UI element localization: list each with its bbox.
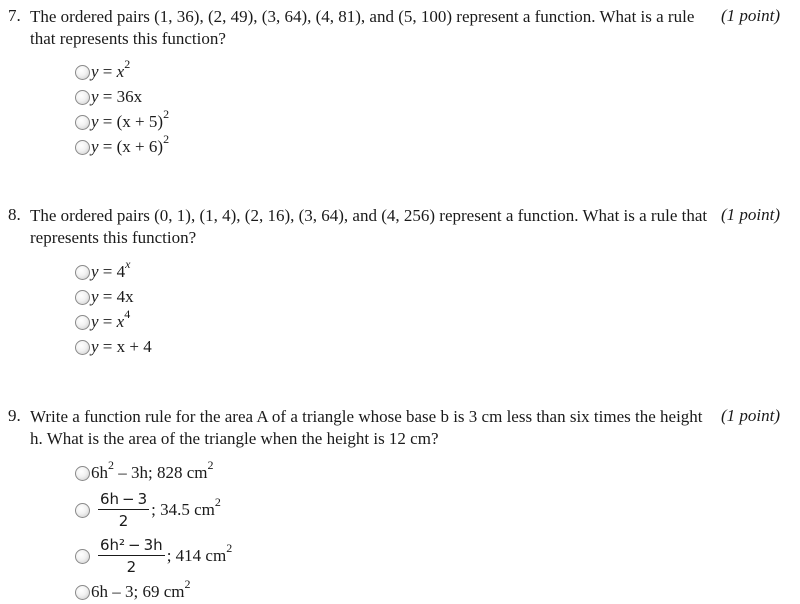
radio-button[interactable] [75, 265, 90, 280]
question-number: 8. [8, 205, 21, 224]
choice-8b[interactable]: y = 4x [75, 285, 134, 309]
radio-button[interactable] [75, 585, 90, 600]
radio-button[interactable] [75, 140, 90, 155]
radio-button[interactable] [75, 340, 90, 355]
choice-7b[interactable]: y = 36x [75, 85, 142, 109]
choice-9c[interactable]: $\frac{\text{6h² − 3h}}{2}$ ; 414 $cm^2$ [75, 530, 232, 582]
radio-button[interactable] [75, 549, 90, 564]
fraction: $\frac{\text{6h² − 3h}}{2}$ [100, 535, 163, 576]
question-number: 7. [8, 6, 21, 25]
choice-8a[interactable]: $y = 4^x$ [75, 260, 130, 284]
fraction: $\frac{6h - 3}{2}$ [100, 489, 148, 530]
choice-9a[interactable]: $6h^2 - 3h$; 828 $cm^2$ [75, 461, 214, 485]
radio-button[interactable] [75, 503, 90, 518]
question-number: 9. [8, 406, 21, 425]
choice-7d[interactable]: $y = (x + 6)^2$ [75, 135, 169, 159]
question-points: (1 point) [720, 205, 780, 224]
choice-8d[interactable]: y = x + 4 [75, 335, 152, 359]
radio-button[interactable] [75, 466, 90, 481]
question-stem: The ordered pairs (1, 36), (2, 49), (3, 64), (4, 81), and (5, 100) represent a function. What is a rule that represents this function? [30, 7, 695, 48]
question-points: (1 point) [720, 6, 780, 25]
choice-7a[interactable]: $y = x^2$ [75, 60, 130, 84]
radio-button[interactable] [75, 65, 90, 80]
radio-button[interactable] [75, 115, 90, 130]
choice-9d[interactable]: 6h – 3; 69 $cm^2$ [75, 580, 191, 604]
choice-9b[interactable]: $\frac{6h - 3}{2}$ ; 34.5 $cm^2$ [75, 484, 221, 536]
question-stem: The ordered pairs (0, 1), (1, 4), (2, 16), (3, 64), and (4, 256) represent a function. What is a rule that represents this function? [30, 206, 708, 247]
choice-7c[interactable]: $y = (x + 5)^2$ [75, 110, 169, 134]
question-stem: Write a function rule for the area A of a triangle whose base b is 3 cm less than six times the height h. What is the area of the triangle when the height is 12 cm? [30, 407, 703, 448]
radio-button[interactable] [75, 90, 90, 105]
choice-8c[interactable]: $y = x^4$ [75, 310, 130, 334]
radio-button[interactable] [75, 315, 90, 330]
question-points: (1 point) [720, 406, 780, 425]
radio-button[interactable] [75, 290, 90, 305]
